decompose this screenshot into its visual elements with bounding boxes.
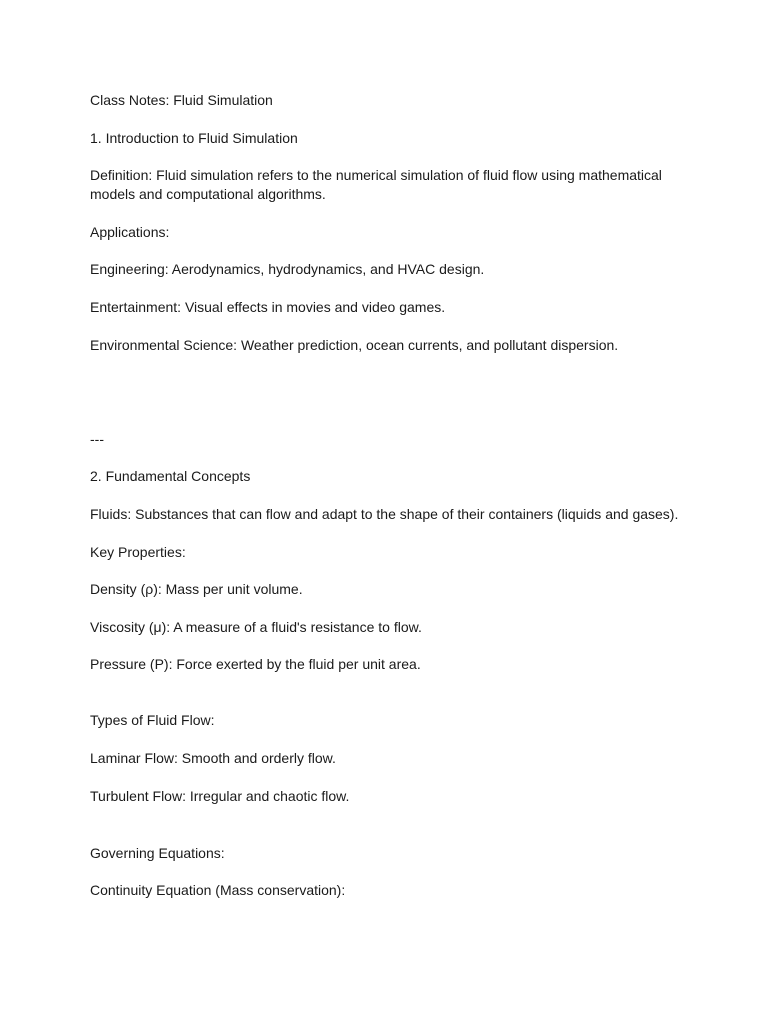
key-properties-label: Key Properties: <box>90 544 186 560</box>
continuity-equation-label: Continuity Equation (Mass conservation): <box>90 882 346 898</box>
application-item-environmental-science: Environmental Science: Weather prediction, ocean currents, and pollutant dispersion. <box>90 337 619 353</box>
governing-equations-label: Governing Equations: <box>90 845 225 861</box>
fluids-definition: Fluids: Substances that can flow and adapt to the shape of their containers (liquids and gases). <box>90 506 679 522</box>
property-item-density: Density (ρ): Mass per unit volume. <box>90 581 303 597</box>
application-item-entertainment: Entertainment: Visual effects in movies and video games. <box>90 299 446 315</box>
flow-type-item-turbulent: Turbulent Flow: Irregular and chaotic flow. <box>90 788 350 804</box>
definition-paragraph: Definition: Fluid simulation refers to the numerical simulation of fluid flow using mathematical models and computational algorithms. <box>90 167 662 202</box>
document-title: Class Notes: Fluid Simulation <box>90 92 273 108</box>
section-2-heading: 2. Fundamental Concepts <box>90 468 251 484</box>
application-item-engineering: Engineering: Aerodynamics, hydrodynamics, and HVAC design. <box>90 261 485 277</box>
section-separator: --- <box>90 431 104 447</box>
property-item-pressure: Pressure (P): Force exerted by the fluid per unit area. <box>90 656 421 672</box>
section-1-heading: 1. Introduction to Fluid Simulation <box>90 130 298 146</box>
applications-label: Applications: <box>90 224 170 240</box>
flow-type-item-laminar: Laminar Flow: Smooth and orderly flow. <box>90 750 336 766</box>
flow-types-label: Types of Fluid Flow: <box>90 712 215 728</box>
property-item-viscosity: Viscosity (μ): A measure of a fluid's resistance to flow. <box>90 619 422 635</box>
